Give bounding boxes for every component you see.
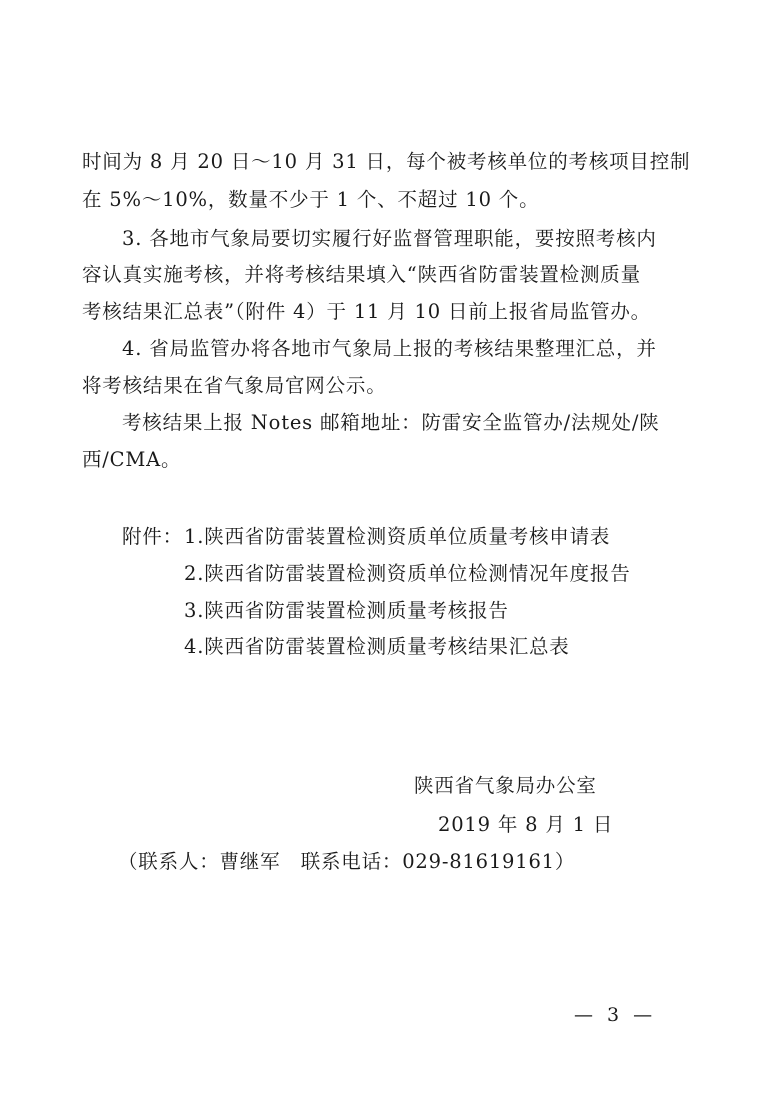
paragraph-line: 3. 各地市气象局要切实履行好监督管理职能，要按照考核内 [122,227,657,250]
paragraph-line: 将考核结果在省气象局官网公示。 [82,374,387,397]
attachment-item: 2.陕西省防雷装置检测资质单位检测情况年度报告 [184,562,631,585]
paragraph-line: 考核结果汇总表”（附件 4）于 11 月 10 日前上报省局监管办。 [82,300,651,323]
signature-date: 2019 年 8 月 1 日 [438,813,614,836]
contact-info: （联系人：曹继军 联系电话：029-81619161） [118,850,576,873]
paragraph-line: 西/CMA。 [82,448,182,471]
attachments-prefix: 附件： [122,525,183,548]
page-number: — 3 — [574,1004,657,1026]
signature-org: 陕西省气象局办公室 [414,774,597,797]
paragraph-line: 考核结果上报 Notes 邮箱地址：防雷安全监管办/法规处/陕 [122,411,660,434]
paragraph-line: 4. 省局监管办将各地市气象局上报的考核结果整理汇总，并 [122,337,657,360]
attachment-item: 1.陕西省防雷装置检测资质单位质量考核申请表 [184,525,611,548]
attachment-item: 3.陕西省防雷装置检测质量考核报告 [184,599,509,622]
paragraph-line: 在 5%～10%，数量不少于 1 个、不超过 10 个。 [82,188,540,211]
paragraph-line: 容认真实施考核，并将考核结果填入“陕西省防雷装置检测质量 [82,263,641,286]
paragraph-line: 时间为 8 月 20 日～10 月 31 日，每个被考核单位的考核项目控制 [82,150,691,173]
attachment-item: 4.陕西省防雷装置检测质量考核结果汇总表 [184,635,570,658]
